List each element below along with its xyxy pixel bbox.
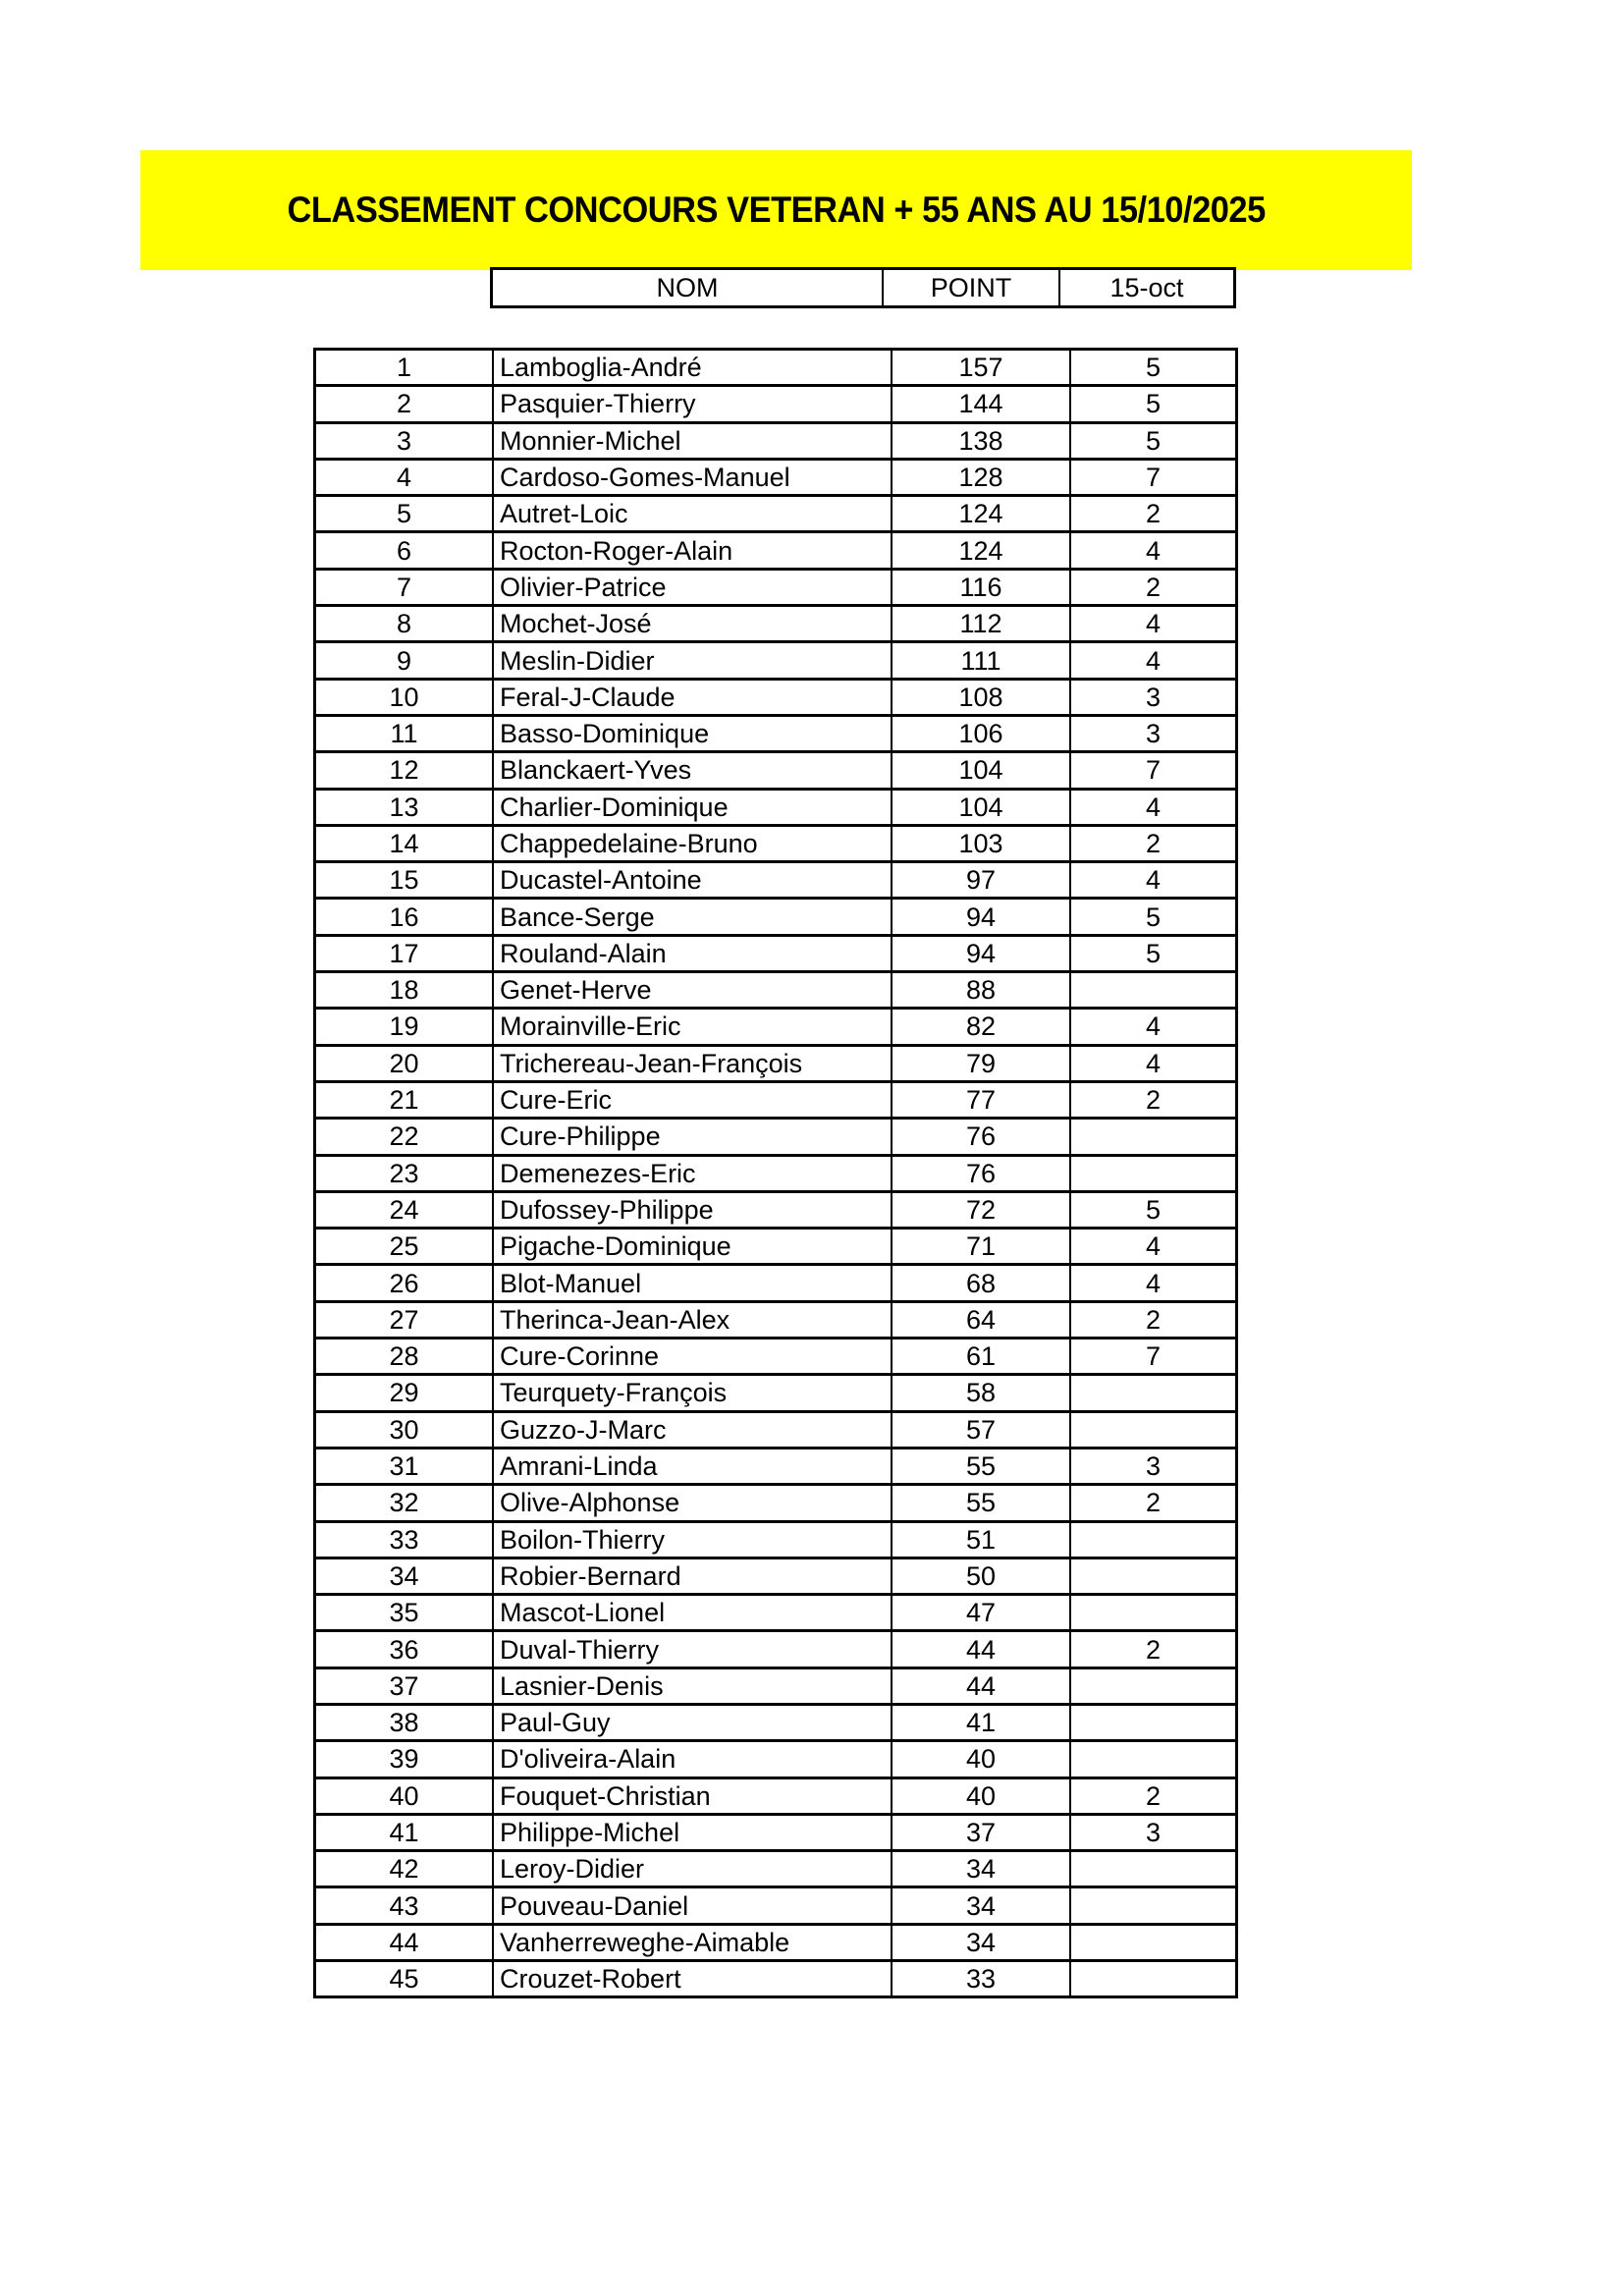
points-cell: 37 bbox=[892, 1814, 1070, 1850]
points-cell: 47 bbox=[892, 1595, 1070, 1631]
rank-cell: 13 bbox=[315, 789, 494, 825]
points-cell: 68 bbox=[892, 1265, 1070, 1301]
oct15-cell: 7 bbox=[1070, 752, 1237, 789]
name-cell: Pouveau-Daniel bbox=[493, 1887, 892, 1924]
table-row bbox=[315, 1961, 1237, 1997]
points-cell: 34 bbox=[892, 1851, 1070, 1887]
points-cell: 61 bbox=[892, 1339, 1070, 1375]
table-row bbox=[315, 642, 1237, 679]
rank-cell: 28 bbox=[315, 1339, 494, 1375]
table-row bbox=[315, 1595, 1237, 1631]
points-cell: 104 bbox=[892, 752, 1070, 789]
oct15-cell bbox=[1070, 1119, 1237, 1155]
name-cell: Bance-Serge bbox=[493, 899, 892, 935]
table-row bbox=[315, 1081, 1237, 1118]
rank-cell: 8 bbox=[315, 606, 494, 642]
name-cell: Cure-Corinne bbox=[493, 1339, 892, 1375]
rank-cell: 38 bbox=[315, 1704, 494, 1740]
name-cell: Robier-Bernard bbox=[493, 1558, 892, 1594]
name-cell: D'oliveira-Alain bbox=[493, 1741, 892, 1777]
name-cell: Fouquet-Christian bbox=[493, 1777, 892, 1814]
name-cell: Chappedelaine-Bruno bbox=[493, 825, 892, 861]
name-cell: Teurquety-François bbox=[493, 1375, 892, 1411]
rank-cell: 25 bbox=[315, 1229, 494, 1265]
oct15-cell bbox=[1070, 1961, 1237, 1997]
title-banner bbox=[140, 150, 1412, 270]
rank-cell: 19 bbox=[315, 1009, 494, 1045]
points-cell: 104 bbox=[892, 789, 1070, 825]
rank-cell: 45 bbox=[315, 1961, 494, 1997]
column-header-date: 15-oct bbox=[1109, 272, 1184, 302]
oct15-cell: 2 bbox=[1070, 825, 1237, 861]
points-cell: 106 bbox=[892, 715, 1070, 751]
points-cell: 34 bbox=[892, 1924, 1070, 1960]
table-row bbox=[315, 825, 1237, 861]
points-cell: 44 bbox=[892, 1667, 1070, 1704]
rank-cell: 27 bbox=[315, 1301, 494, 1338]
column-header-point: POINT bbox=[884, 270, 1060, 305]
rank-cell: 29 bbox=[315, 1375, 494, 1411]
name-cell: Demenezes-Eric bbox=[493, 1155, 892, 1191]
rank-cell: 2 bbox=[315, 386, 494, 422]
table-row bbox=[315, 532, 1237, 569]
name-cell: Monnier-Michel bbox=[493, 422, 892, 459]
oct15-cell: 5 bbox=[1070, 386, 1237, 422]
rank-cell: 33 bbox=[315, 1521, 494, 1558]
points-cell: 111 bbox=[892, 642, 1070, 679]
rank-cell: 44 bbox=[315, 1924, 494, 1960]
oct15-cell: 2 bbox=[1070, 1777, 1237, 1814]
table-row bbox=[315, 1558, 1237, 1594]
oct15-cell: 3 bbox=[1070, 1814, 1237, 1850]
points-cell: 41 bbox=[892, 1704, 1070, 1740]
rank-cell: 42 bbox=[315, 1851, 494, 1887]
rank-cell: 10 bbox=[315, 679, 494, 715]
name-cell: Olivier-Patrice bbox=[493, 569, 892, 605]
name-cell: Mochet-José bbox=[493, 606, 892, 642]
points-cell: 44 bbox=[892, 1631, 1070, 1667]
points-cell: 50 bbox=[892, 1558, 1070, 1594]
points-cell: 40 bbox=[892, 1777, 1070, 1814]
table-row bbox=[315, 899, 1237, 935]
rank-cell: 9 bbox=[315, 642, 494, 679]
table-row bbox=[315, 1375, 1237, 1411]
points-cell: 51 bbox=[892, 1521, 1070, 1558]
name-cell: Autret-Loic bbox=[493, 496, 892, 532]
table-row bbox=[315, 1301, 1237, 1338]
ranking-table bbox=[313, 348, 1238, 1998]
points-cell: 57 bbox=[892, 1411, 1070, 1448]
points-cell: 88 bbox=[892, 972, 1070, 1009]
oct15-cell: 5 bbox=[1070, 1191, 1237, 1228]
rank-cell: 39 bbox=[315, 1741, 494, 1777]
oct15-cell bbox=[1070, 1558, 1237, 1594]
table-row bbox=[315, 422, 1237, 459]
oct15-cell: 7 bbox=[1070, 1339, 1237, 1375]
points-cell: 94 bbox=[892, 899, 1070, 935]
name-cell: Crouzet-Robert bbox=[493, 1961, 892, 1997]
oct15-cell: 4 bbox=[1070, 1229, 1237, 1265]
points-cell: 34 bbox=[892, 1887, 1070, 1924]
rank-cell: 36 bbox=[315, 1631, 494, 1667]
table-row bbox=[315, 679, 1237, 715]
name-cell: Cure-Philippe bbox=[493, 1119, 892, 1155]
oct15-cell: 4 bbox=[1070, 862, 1237, 899]
oct15-cell: 5 bbox=[1070, 422, 1237, 459]
points-cell: 77 bbox=[892, 1081, 1070, 1118]
oct15-cell bbox=[1070, 1704, 1237, 1740]
table-row bbox=[315, 789, 1237, 825]
name-cell: Genet-Herve bbox=[493, 972, 892, 1009]
name-cell: Lasnier-Denis bbox=[493, 1667, 892, 1704]
name-cell: Blot-Manuel bbox=[493, 1265, 892, 1301]
name-cell: Cardoso-Gomes-Manuel bbox=[493, 459, 892, 495]
points-cell: 55 bbox=[892, 1485, 1070, 1521]
oct15-cell: 5 bbox=[1070, 350, 1237, 386]
points-cell: 40 bbox=[892, 1741, 1070, 1777]
rank-cell: 30 bbox=[315, 1411, 494, 1448]
points-cell: 112 bbox=[892, 606, 1070, 642]
oct15-cell: 4 bbox=[1070, 1265, 1237, 1301]
name-cell: Duval-Thierry bbox=[493, 1631, 892, 1667]
rank-cell: 1 bbox=[315, 350, 494, 386]
points-cell: 157 bbox=[892, 350, 1070, 386]
points-cell: 128 bbox=[892, 459, 1070, 495]
name-cell: Boilon-Thierry bbox=[493, 1521, 892, 1558]
oct15-cell bbox=[1070, 1521, 1237, 1558]
rank-cell: 6 bbox=[315, 532, 494, 569]
table-row bbox=[315, 1191, 1237, 1228]
table-row bbox=[315, 1851, 1237, 1887]
ranking-table-body bbox=[315, 350, 1237, 1997]
oct15-cell: 2 bbox=[1070, 1081, 1237, 1118]
table-row bbox=[315, 1631, 1237, 1667]
points-cell: 103 bbox=[892, 825, 1070, 861]
table-row bbox=[315, 386, 1237, 422]
name-cell: Guzzo-J-Marc bbox=[493, 1411, 892, 1448]
rank-cell: 7 bbox=[315, 569, 494, 605]
points-cell: 108 bbox=[892, 679, 1070, 715]
rank-cell: 37 bbox=[315, 1667, 494, 1704]
oct15-cell bbox=[1070, 1375, 1237, 1411]
points-cell: 116 bbox=[892, 569, 1070, 605]
oct15-cell: 4 bbox=[1070, 1009, 1237, 1045]
rank-cell: 16 bbox=[315, 899, 494, 935]
oct15-cell: 2 bbox=[1070, 496, 1237, 532]
name-cell: Rocton-Roger-Alain bbox=[493, 532, 892, 569]
rank-cell: 5 bbox=[315, 496, 494, 532]
oct15-cell: 5 bbox=[1070, 935, 1237, 971]
rank-cell: 21 bbox=[315, 1081, 494, 1118]
oct15-cell bbox=[1070, 1741, 1237, 1777]
oct15-cell bbox=[1070, 1887, 1237, 1924]
oct15-cell bbox=[1070, 1595, 1237, 1631]
points-cell: 82 bbox=[892, 1009, 1070, 1045]
table-row bbox=[315, 1448, 1237, 1484]
table-row bbox=[315, 1009, 1237, 1045]
table-row bbox=[315, 862, 1237, 899]
table-row bbox=[315, 1155, 1237, 1191]
oct15-cell: 5 bbox=[1070, 899, 1237, 935]
oct15-cell: 4 bbox=[1070, 606, 1237, 642]
name-cell: Amrani-Linda bbox=[493, 1448, 892, 1484]
oct15-cell bbox=[1070, 972, 1237, 1009]
name-cell: Basso-Dominique bbox=[493, 715, 892, 751]
points-cell: 33 bbox=[892, 1961, 1070, 1997]
oct15-cell: 3 bbox=[1070, 715, 1237, 751]
rank-cell: 43 bbox=[315, 1887, 494, 1924]
table-row bbox=[315, 1339, 1237, 1375]
oct15-cell: 2 bbox=[1070, 1485, 1237, 1521]
table-row bbox=[315, 1485, 1237, 1521]
name-cell: Paul-Guy bbox=[493, 1704, 892, 1740]
points-cell: 71 bbox=[892, 1229, 1070, 1265]
name-cell: Pasquier-Thierry bbox=[493, 386, 892, 422]
table-row bbox=[315, 972, 1237, 1009]
points-cell: 58 bbox=[892, 1375, 1070, 1411]
oct15-cell bbox=[1070, 1924, 1237, 1960]
rank-cell: 12 bbox=[315, 752, 494, 789]
rank-cell: 4 bbox=[315, 459, 494, 495]
name-cell: Ducastel-Antoine bbox=[493, 862, 892, 899]
points-cell: 64 bbox=[892, 1301, 1070, 1338]
column-header-nom: NOM bbox=[493, 270, 884, 305]
rank-cell: 40 bbox=[315, 1777, 494, 1814]
name-cell: Leroy-Didier bbox=[493, 1851, 892, 1887]
oct15-cell bbox=[1070, 1667, 1237, 1704]
rank-cell: 3 bbox=[315, 422, 494, 459]
table-row bbox=[315, 1667, 1237, 1704]
table-row bbox=[315, 1814, 1237, 1850]
name-cell: Feral-J-Claude bbox=[493, 679, 892, 715]
oct15-cell: 4 bbox=[1070, 1045, 1237, 1081]
rank-cell: 41 bbox=[315, 1814, 494, 1850]
table-row bbox=[315, 1704, 1237, 1740]
oct15-cell: 2 bbox=[1070, 1301, 1237, 1338]
table-row bbox=[315, 1777, 1237, 1814]
rank-cell: 11 bbox=[315, 715, 494, 751]
rank-cell: 31 bbox=[315, 1448, 494, 1484]
name-cell: Meslin-Didier bbox=[493, 642, 892, 679]
table-row bbox=[315, 1741, 1237, 1777]
table-row bbox=[315, 752, 1237, 789]
name-cell: Therinca-Jean-Alex bbox=[493, 1301, 892, 1338]
name-cell: Blanckaert-Yves bbox=[493, 752, 892, 789]
oct15-cell bbox=[1070, 1155, 1237, 1191]
rank-cell: 24 bbox=[315, 1191, 494, 1228]
points-cell: 79 bbox=[892, 1045, 1070, 1081]
rank-cell: 15 bbox=[315, 862, 494, 899]
table-row bbox=[315, 1924, 1237, 1960]
page-title: CLASSEMENT CONCOURS VETERAN + 55 ANS AU 15/10/2025 bbox=[287, 190, 1266, 230]
oct15-cell bbox=[1070, 1411, 1237, 1448]
table-row bbox=[315, 1887, 1237, 1924]
name-cell: Trichereau-Jean-François bbox=[493, 1045, 892, 1081]
table-row bbox=[315, 459, 1237, 495]
rank-cell: 34 bbox=[315, 1558, 494, 1594]
name-cell: Philippe-Michel bbox=[493, 1814, 892, 1850]
name-cell: Rouland-Alain bbox=[493, 935, 892, 971]
points-cell: 124 bbox=[892, 496, 1070, 532]
rank-cell: 23 bbox=[315, 1155, 494, 1191]
points-cell: 97 bbox=[892, 862, 1070, 899]
rank-cell: 14 bbox=[315, 825, 494, 861]
table-row bbox=[315, 1265, 1237, 1301]
table-row bbox=[315, 935, 1237, 971]
table-row bbox=[315, 1229, 1237, 1265]
name-cell: Vanherreweghe-Aimable bbox=[493, 1924, 892, 1960]
oct15-cell: 7 bbox=[1070, 459, 1237, 495]
points-cell: 124 bbox=[892, 532, 1070, 569]
oct15-cell bbox=[1070, 1851, 1237, 1887]
rank-cell: 17 bbox=[315, 935, 494, 971]
name-cell: Mascot-Lionel bbox=[493, 1595, 892, 1631]
name-cell: Lamboglia-André bbox=[493, 350, 892, 386]
points-cell: 144 bbox=[892, 386, 1070, 422]
table-row bbox=[315, 496, 1237, 532]
oct15-cell: 2 bbox=[1070, 569, 1237, 605]
table-row bbox=[315, 1521, 1237, 1558]
table-row bbox=[315, 715, 1237, 751]
rank-cell: 32 bbox=[315, 1485, 494, 1521]
column-header bbox=[490, 267, 1236, 308]
name-cell: Charlier-Dominique bbox=[493, 789, 892, 825]
table-row bbox=[315, 350, 1237, 386]
rank-cell: 35 bbox=[315, 1595, 494, 1631]
points-cell: 76 bbox=[892, 1119, 1070, 1155]
rank-cell: 26 bbox=[315, 1265, 494, 1301]
name-cell: Morainville-Eric bbox=[493, 1009, 892, 1045]
table-row bbox=[315, 569, 1237, 605]
rank-cell: 22 bbox=[315, 1119, 494, 1155]
points-cell: 138 bbox=[892, 422, 1070, 459]
rank-cell: 18 bbox=[315, 972, 494, 1009]
points-cell: 72 bbox=[892, 1191, 1070, 1228]
table-row bbox=[315, 606, 1237, 642]
points-cell: 55 bbox=[892, 1448, 1070, 1484]
name-cell: Dufossey-Philippe bbox=[493, 1191, 892, 1228]
name-cell: Pigache-Dominique bbox=[493, 1229, 892, 1265]
oct15-cell: 4 bbox=[1070, 789, 1237, 825]
points-cell: 94 bbox=[892, 935, 1070, 971]
points-cell: 76 bbox=[892, 1155, 1070, 1191]
oct15-cell: 2 bbox=[1070, 1631, 1237, 1667]
table-row bbox=[315, 1119, 1237, 1155]
oct15-cell: 3 bbox=[1070, 679, 1237, 715]
oct15-cell: 3 bbox=[1070, 1448, 1237, 1484]
name-cell: Cure-Eric bbox=[493, 1081, 892, 1118]
rank-cell: 20 bbox=[315, 1045, 494, 1081]
oct15-cell: 4 bbox=[1070, 532, 1237, 569]
table-row bbox=[315, 1045, 1237, 1081]
name-cell: Olive-Alphonse bbox=[493, 1485, 892, 1521]
oct15-cell: 4 bbox=[1070, 642, 1237, 679]
table-row bbox=[315, 1411, 1237, 1448]
